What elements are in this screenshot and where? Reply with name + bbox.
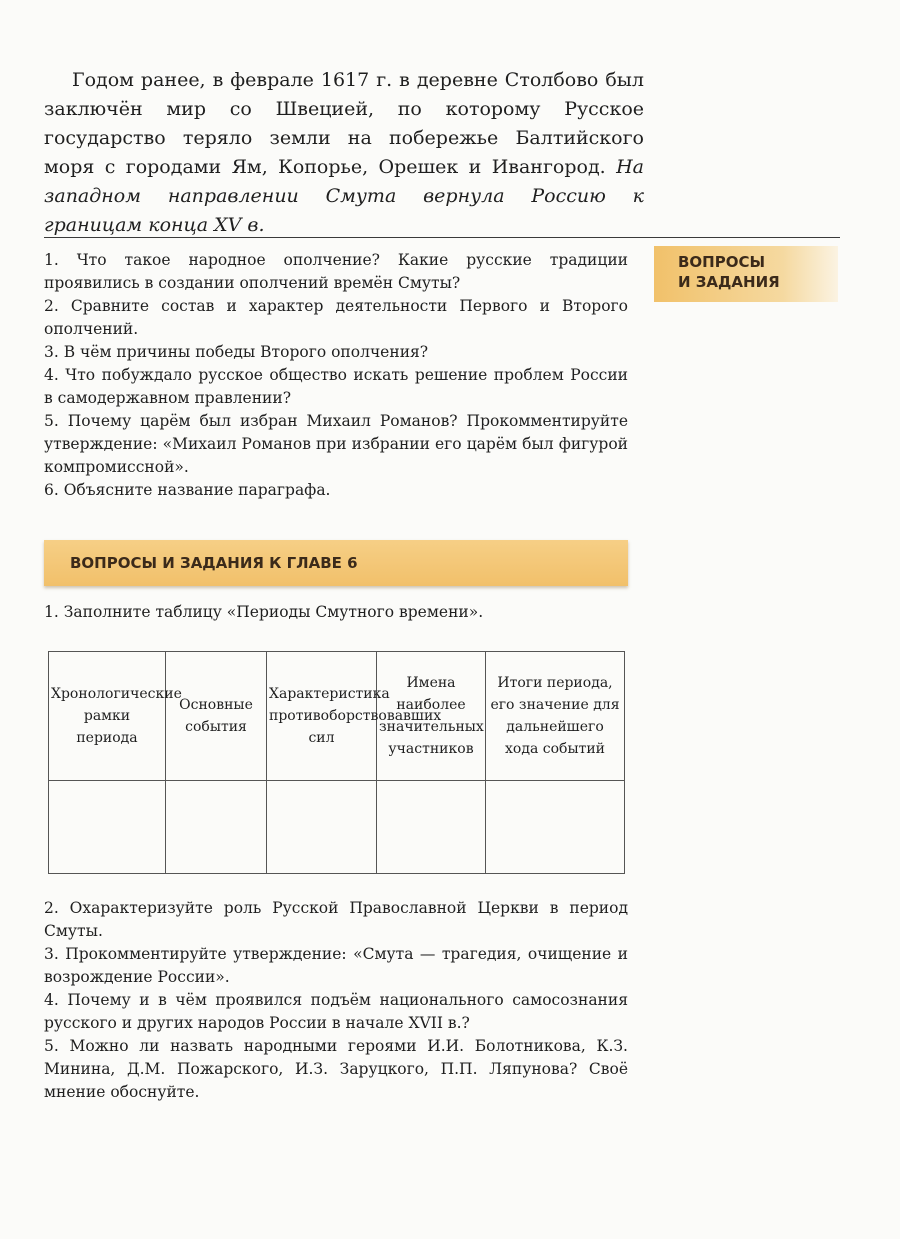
section-divider <box>44 237 840 238</box>
table-cell <box>267 781 377 874</box>
side-label-line1: ВОПРОСЫ <box>678 253 766 271</box>
table-header-cell: Характеристика противоборствовавших сил <box>267 652 377 781</box>
table-header-cell: Основные события <box>166 652 267 781</box>
questions-side-label <box>654 246 838 302</box>
chapter-questions-banner: ВОПРОСЫ И ЗАДАНИЯ К ГЛАВЕ 6 <box>44 540 628 586</box>
question-item: 1. Что такое народное ополчение? Какие русские традиции проявились в создании ополчений времён Смуты? <box>44 251 628 292</box>
intro-italic: На западном направлении Смута вернула Россию к границам конца XV в. <box>44 156 644 236</box>
question-item: 4. Что побуждало русское общество искать решение проблем России в самодержавном правлении? <box>44 366 628 407</box>
task-fill-table: 1. Заполните таблицу «Периоды Смутного времени». <box>44 603 484 621</box>
table-cell <box>49 781 166 874</box>
table-header-cell: Хронологические рамки периода <box>49 652 166 781</box>
table-cell <box>377 781 486 874</box>
intro-text <box>44 66 644 240</box>
question-item: 5. Почему царём был избран Михаил Романов? Прокомментируйте утверждение: «Михаил Романов при избрании его царём был фигурой компромиссной». <box>44 412 628 476</box>
question-item: 3. Прокомментируйте утверждение: «Смута — трагедия, очищение и возрождение России». <box>44 945 628 986</box>
question-item: 5. Можно ли назвать народными героями И.И. Болотникова, К.З. Минина, Д.М. Пожарского, И.З. Заруцкого, П.П. Ляпунова? Своё мнение обоснуйте. <box>44 1037 628 1101</box>
question-item: 4. Почему и в чём проявился подъём национального самосознания русского и других народов России в начале XVII в.? <box>44 991 628 1032</box>
intro-paragraph <box>44 66 644 240</box>
table-row <box>49 781 625 874</box>
intro-body: Годом ранее, в феврале 1617 г. в деревне Столбово был заключён мир со Швецией, по которому Русское государство теряло земли на побережье Балтийского моря с городами Ям, Копорье, Орешек и Ивангород. <box>44 69 644 178</box>
periods-table <box>48 651 625 874</box>
question-item: 6. Объясните название параграфа. <box>44 481 331 499</box>
table-cell <box>486 781 625 874</box>
paragraph-questions <box>44 249 628 502</box>
question-item: 2. Охарактеризуйте роль Русской Православной Церкви в период Смуты. <box>44 899 628 940</box>
table-header-cell: Итоги периода, его значение для дальнейшего хода событий <box>486 652 625 781</box>
question-item: 3. В чём причины победы Второго ополчения? <box>44 343 429 361</box>
chapter-questions <box>44 897 628 1104</box>
table-cell <box>166 781 267 874</box>
table-header-row <box>49 652 625 781</box>
question-item: 2. Сравните состав и характер деятельности Первого и Второго ополчений. <box>44 297 628 338</box>
table-header-cell: Имена наиболее значительных участников <box>377 652 486 781</box>
side-label-line2: И ЗАДАНИЯ <box>678 273 780 291</box>
